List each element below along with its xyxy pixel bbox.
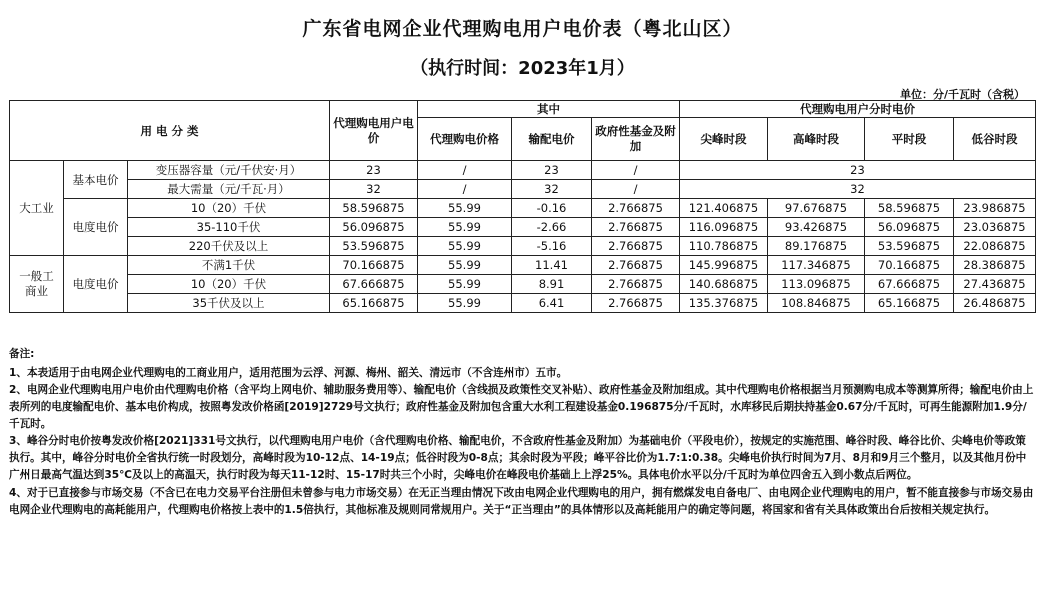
cell-fund: / [592, 180, 680, 199]
notes-heading: 备注: [9, 348, 35, 360]
cell-flat: 67.666875 [865, 275, 954, 294]
cell-fund: 2.766875 [592, 199, 680, 218]
price-table [9, 100, 1036, 313]
cell-valley: 23.036875 [954, 218, 1036, 237]
table-row [10, 218, 1036, 237]
header-time-of-use: 代理购电用户分时电价 [680, 101, 1036, 118]
cell-price: 32 [330, 180, 418, 199]
note-2: 2、电网企业代理购电用户电价由代理购电价格（含平均上网电价、辅助服务费用等）、输配电价（含线损及政策性交叉补贴）、政府性基金及附加组成。其中代理购电价格根据当月预测购电成本等测算所得；输配电价由上表所列的电度输配电价、基本电价构成，按照粤发改价格函[2019]2729号文执行；政府性基金及附加包含重大水利工程建设基金0.196875分/千瓦时，水库移民后期扶持基金0.67分/千瓦时，可再生能源附加1.9分/千瓦时。 [9, 384, 1034, 430]
header-flat: 平时段 [865, 118, 954, 161]
cell-flat: 58.596875 [865, 199, 954, 218]
cell-distribution: 23 [512, 161, 592, 180]
header-peak: 尖峰时段 [680, 118, 768, 161]
row-name: 不满1千伏 [128, 256, 330, 275]
cell-valley: 27.436875 [954, 275, 1036, 294]
row-name: 10（20）千伏 [128, 275, 330, 294]
table-row [10, 275, 1036, 294]
group-basic-price: 基本电价 [64, 161, 128, 199]
cell-price: 67.666875 [330, 275, 418, 294]
header-of-which: 其中 [418, 101, 680, 118]
cell-peak: 110.786875 [680, 237, 768, 256]
group-large-industry: 大工业 [10, 161, 64, 256]
cell-valley: 26.486875 [954, 294, 1036, 313]
table-row [10, 180, 1036, 199]
cell-price: 23 [330, 161, 418, 180]
cell-distribution: 6.41 [512, 294, 592, 313]
note-4: 4、对于已直接参与市场交易（不含已在电力交易平台注册但未曾参与电力市场交易）在无正当理由情况下改由电网企业代理购电的用户，拥有燃煤发电自备电厂、由电网企业代理购电的用户，暂不能直接参与市场交易由电网企业代理购电的高耗能用户，代理购电价格按上表中的1.5倍执行，其他标准及规则同常规用户。关于“正当理由”的具体情形以及高耗能用户的确定等问题，将国家和省有关具体政策出台后按相关规定执行。 [9, 487, 1034, 516]
cell-high: 113.096875 [768, 275, 865, 294]
row-name: 35千伏及以上 [128, 294, 330, 313]
table-row [10, 294, 1036, 313]
cell-purchase: 55.99 [418, 199, 512, 218]
header-high: 高峰时段 [768, 118, 865, 161]
table-row [10, 256, 1036, 275]
table-row [10, 161, 1036, 180]
cell-fund: 2.766875 [592, 218, 680, 237]
cell-flat: 53.596875 [865, 237, 954, 256]
cell-high: 117.346875 [768, 256, 865, 275]
cell-fund: / [592, 161, 680, 180]
group-energy-price: 电度电价 [64, 256, 128, 313]
cell-high: 93.426875 [768, 218, 865, 237]
cell-flat: 70.166875 [865, 256, 954, 275]
note-1: 1、本表适用于由电网企业代理购电的工商业用户，适用范围为云浮、河源、梅州、韶关、清远市（不含连州市）五市。 [9, 367, 568, 379]
header-agency-price: 代理购电用户电价 [330, 101, 418, 161]
cell-peak: 145.996875 [680, 256, 768, 275]
cell-high: 97.676875 [768, 199, 865, 218]
cell-distribution: -2.66 [512, 218, 592, 237]
cell-purchase: 55.99 [418, 237, 512, 256]
cell-purchase: / [418, 180, 512, 199]
row-name: 220千伏及以上 [128, 237, 330, 256]
cell-tou-merged: 23 [680, 161, 1036, 180]
header-purchase-price: 代理购电价格 [418, 118, 512, 161]
header-gov-fund: 政府性基金及附加 [592, 118, 680, 161]
cell-flat: 56.096875 [865, 218, 954, 237]
cell-purchase: 55.99 [418, 218, 512, 237]
row-name: 35-110千伏 [128, 218, 330, 237]
cell-distribution: 8.91 [512, 275, 592, 294]
cell-high: 89.176875 [768, 237, 865, 256]
cell-flat: 65.166875 [865, 294, 954, 313]
cell-price: 70.166875 [330, 256, 418, 275]
cell-distribution: -0.16 [512, 199, 592, 218]
effective-date: （执行时间：2023年1月） [410, 58, 635, 79]
cell-peak: 116.096875 [680, 218, 768, 237]
cell-distribution: 11.41 [512, 256, 592, 275]
cell-valley: 28.386875 [954, 256, 1036, 275]
row-name: 变压器容量（元/千伏安·月） [128, 161, 330, 180]
cell-peak: 140.686875 [680, 275, 768, 294]
cell-fund: 2.766875 [592, 237, 680, 256]
row-name: 最大需量（元/千瓦·月） [128, 180, 330, 199]
header-category: 用 电 分 类 [10, 101, 330, 161]
group-general: 一般工商业 [10, 256, 64, 313]
cell-purchase: 55.99 [418, 294, 512, 313]
cell-price: 58.596875 [330, 199, 418, 218]
cell-price: 53.596875 [330, 237, 418, 256]
unit-label: 单位：分/千瓦时（含税） [899, 88, 1025, 101]
cell-peak: 135.376875 [680, 294, 768, 313]
header-valley: 低谷时段 [954, 118, 1036, 161]
cell-purchase: / [418, 161, 512, 180]
cell-valley: 23.986875 [954, 199, 1036, 218]
table-row [10, 237, 1036, 256]
page-title: 广东省电网企业代理购电用户电价表（粤北山区） [302, 18, 743, 40]
cell-fund: 2.766875 [592, 294, 680, 313]
note-3: 3、峰谷分时电价按粤发改价格[2021]331号文执行，以代理购电用户电价（含代理购电价格、输配电价，不含政府性基金及附加）为基础电价（平段电价），按规定的实施范围、峰谷时段、峰谷比价、尖峰电价等政策执行。其中，峰谷分时电价全省执行统一时段划分，高峰时段为10-12点、14-19点；低谷时段为0-8点；其余时段为平段；峰平谷比价为1.7:1:0.38。尖峰电价执行时间为7月、8月和9月三个整月，以及其他月份中广州日最高气温达到35℃及以上的高温天，执行时段为每天11-12时、15-17时共三个小时，尖峰电价在峰段电价基础上上浮25%。具体电价水平以分/千瓦时为单位四舍五入到小数点后两位。 [9, 435, 1027, 481]
cell-tou-merged: 32 [680, 180, 1036, 199]
cell-price: 56.096875 [330, 218, 418, 237]
group-energy-price: 电度电价 [64, 199, 128, 256]
cell-distribution: 32 [512, 180, 592, 199]
cell-peak: 121.406875 [680, 199, 768, 218]
row-name: 10（20）千伏 [128, 199, 330, 218]
cell-purchase: 55.99 [418, 275, 512, 294]
cell-valley: 22.086875 [954, 237, 1036, 256]
cell-purchase: 55.99 [418, 256, 512, 275]
cell-distribution: -5.16 [512, 237, 592, 256]
table-row [10, 199, 1036, 218]
cell-fund: 2.766875 [592, 256, 680, 275]
cell-price: 65.166875 [330, 294, 418, 313]
header-distribution-price: 输配电价 [512, 118, 592, 161]
cell-high: 108.846875 [768, 294, 865, 313]
notes-section [9, 346, 1035, 519]
cell-fund: 2.766875 [592, 275, 680, 294]
